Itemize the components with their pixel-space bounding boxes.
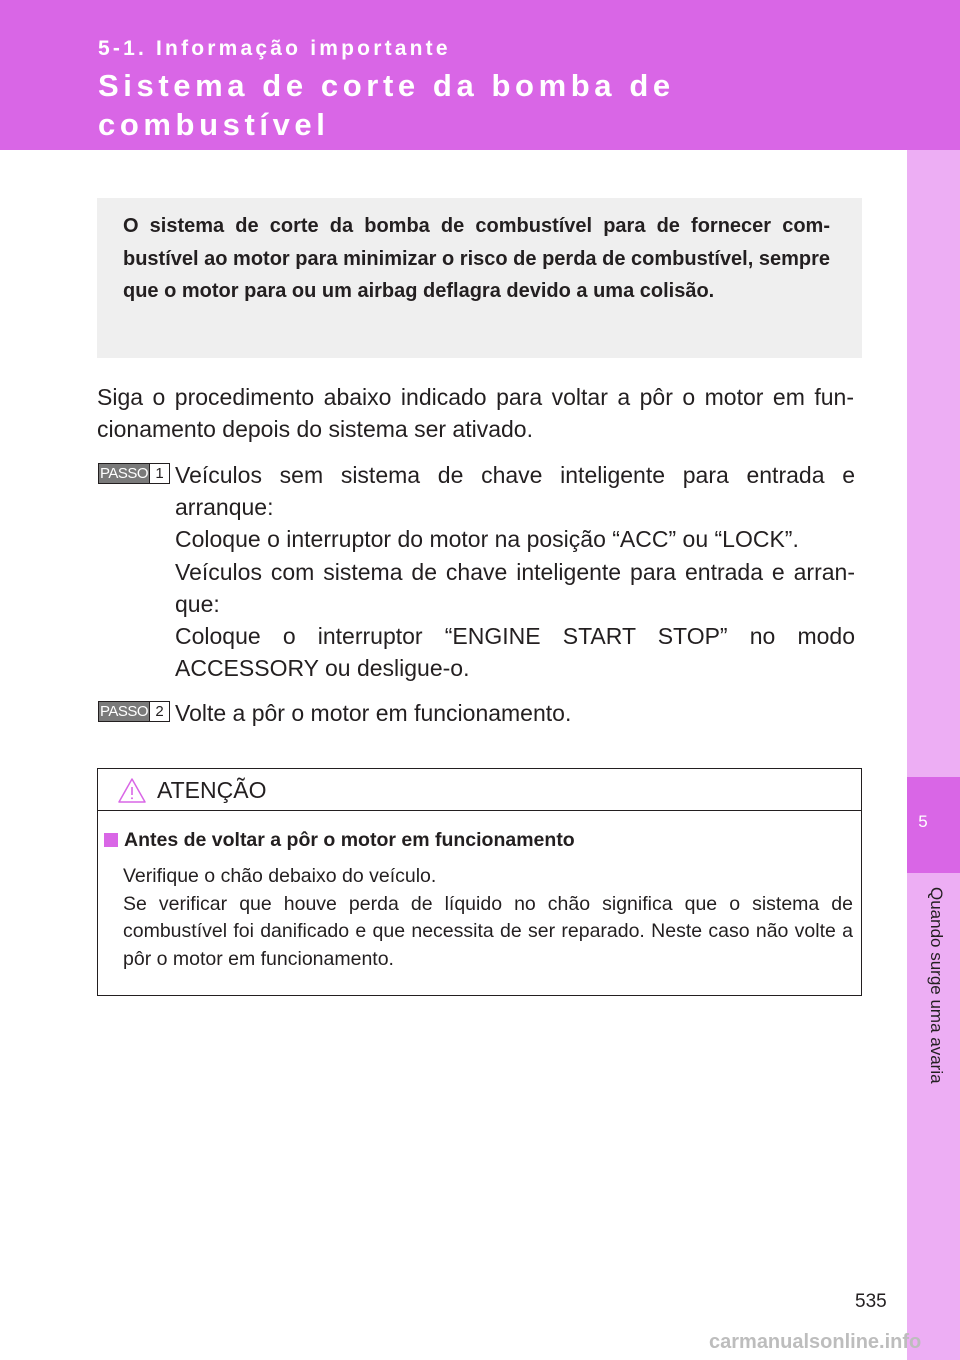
section-label: 5-1. Informação importante [98,37,451,60]
warning-text-line-1: Verifique o chão debaixo do veículo. [123,865,437,887]
step-badge-label: PASSO [99,703,149,720]
side-tab-title: Quando surge uma avaria [927,887,946,1084]
intro-text: Siga o procedimento abaixo indicado para voltar a pôr o motor em fun-cionamento depois do sistema ser ativado. [97,384,854,442]
step-1-line-2: Coloque o interruptor do motor na posição “ACC” ou “LOCK”. [175,526,799,553]
warning-text [123,863,853,973]
step-1-badge [98,463,170,484]
step-badge-number: 2 [149,702,169,721]
warning-box [97,768,862,996]
side-tab-number: 5 [918,812,928,831]
warning-heading [104,829,575,852]
page-header [0,0,960,181]
step-badge-label: PASSO [99,465,149,482]
warning-header [98,769,861,811]
summary-box [97,198,862,358]
step-1-line-3: Veículos com sistema de chave inteligente para entrada e arran-que: [175,558,855,617]
page-title-line-1: Sistema de corte da bomba de combustível [98,68,675,142]
warning-text-line-2: Se verificar que houve perda de líquido no chão significa que o sistema de combustível foi danificado e que necessita de ser reparado. Neste caso não volte a pôr o motor em funcionamento. [123,892,853,970]
step-2-line-1: Volte a pôr o motor em funcionamento. [175,700,572,726]
page-title [98,66,918,183]
step-1-body [175,459,855,684]
warning-triangle-icon [117,777,147,804]
page-title-line-2: (motor a gasolina) [98,146,450,181]
step-badge-number: 1 [149,464,169,483]
step-2-badge [98,701,170,722]
watermark: carmanualsonline.info [709,1331,922,1353]
step-1-line-1: Veículos sem sistema de chave inteligente para entrada e arranque: [175,462,855,521]
warning-heading-text: Antes de voltar a pôr o motor em funcionamento [124,829,575,851]
warning-title: ATENÇÃO [157,777,267,803]
side-tab [907,150,960,1360]
step-1-line-4: Coloque o interruptor “ENGINE START STOP” no modo ACCESSORY ou desligue-o. [175,623,855,682]
bullet-square-icon [104,833,118,847]
page-number: 535 [855,1291,887,1312]
summary-text: O sistema de corte da bomba de combustível para de fornecer com-bustível ao motor para minimizar o risco de perda de combustível, sempre que o motor para ou um airbag deflagra devido a uma colisão. [123,215,830,302]
step-2-body [175,697,855,729]
